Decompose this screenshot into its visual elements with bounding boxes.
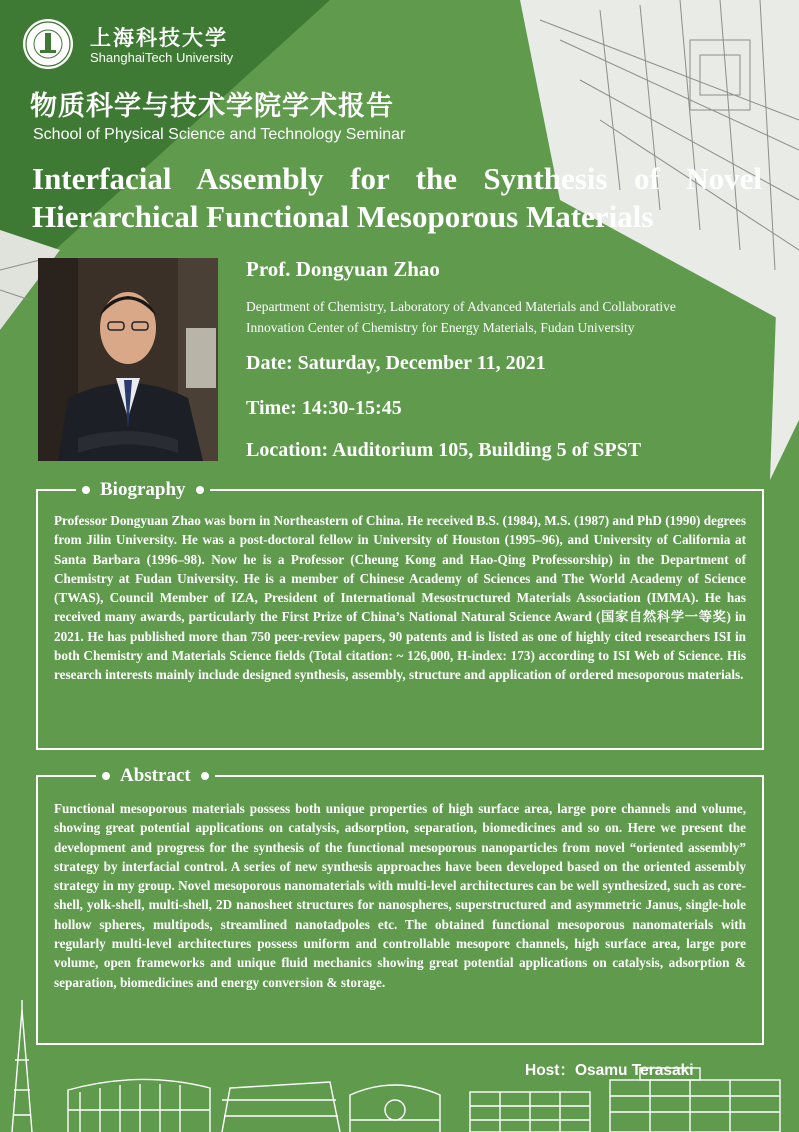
- talk-title-line-1: Interfacial Assembly for the Synthesis of Novel: [32, 161, 762, 196]
- biography-section: [36, 479, 764, 750]
- bullet-dot-icon: [102, 772, 110, 780]
- biography-text: Professor Dongyuan Zhao was born in Northeastern of China. He received B.S. (1984), M.S. (1987) and PhD (1990) degrees from Jilin University. He was a post-doctoral fellow in University of Houston (1995–96), and University of California at Santa Barbara (1996–98). Now he is a Professor (Cheung Kong and Hao-Qing Professorship) in the Department of Chemistry at Fudan University. He is a member of Chinese Academy of Sciences and The World Academy of Science (TWAS), Council Member of IZA, President of International Mesostructured Materials Association (IMMA). He has received many awards, particularly the First Prize of China’s National Natural Science Award (国家自然科学一等奖) in 2021. He has published more than 750 peer-review papers, 90 patents and is listed as one of highly cited researchers ISI in both Chemistry and Materials Science fields (Total citation: ~ 126,000, H-index: 173) according to ISI Web of Science. His research interests mainly include designed synthesis, assembly, structure and application of ordered mesoporous materials.: [54, 513, 746, 683]
- speaker-affiliation: [246, 296, 776, 338]
- abstract-text: Functional mesoporous materials possess both unique properties of high surface area, large pore channels and volume, showing great potential applications on catalysis, adsorption, separation, biomedicines and so on. Here we present the development and progress for the synthesis of the functional mesoporous nanoparticles from novel “oriented assembly” strategy by interfacial control. A series of new synthesis approaches have been developed based on the oriented assembly strategy in my group. Novel mesoporous nanomaterials with multi-level architectures can be well synthesized, such as core-shell, yolk-shell, multi-shell, 2D nanosheet structures for nanospheres, superstructured and asymmetric Janus, single-hole hollow spheres, multipods, streamlined nanotadpoles etc. The obtained functional mesoporous nanomaterials with regularly multi-level architectures possess uniform and controllable mesopore channels, high surface area, large pore volume, open frameworks and unique fluid mechanics showing great potential applications on catalysis, adsorption & separation, biomedicines and energy conversion & storage.: [54, 801, 746, 990]
- university-name-cn: 上海科技大学: [90, 26, 228, 50]
- abstract-heading-text: Abstract: [120, 765, 191, 786]
- event-location: Location: Auditorium 105, Building 5 of SPST: [246, 439, 642, 461]
- talk-title: [32, 160, 762, 236]
- seminar-title-cn: 物质科学与技术学院学术报告: [30, 91, 394, 122]
- biography-heading: [76, 479, 210, 501]
- campus-skyline-illustration: [0, 1000, 799, 1132]
- abstract-heading: [96, 765, 215, 787]
- host-name: Host：Osamu Terasaki: [525, 1062, 694, 1079]
- affiliation-line-2: Innovation Center of Chemistry for Energy Materials, Fudan University: [246, 320, 635, 335]
- biography-heading-text: Biography: [100, 479, 186, 500]
- university-name-en: ShanghaiTech University: [90, 50, 234, 65]
- university-seal-icon: [22, 18, 74, 70]
- event-time: Time: 14:30-15:45: [246, 397, 402, 419]
- talk-title-line-2: Hierarchical Functional Mesoporous Materials: [32, 199, 654, 234]
- speaker-name: Prof. Dongyuan Zhao: [246, 257, 440, 281]
- speaker-photo: [38, 258, 218, 461]
- bullet-dot-icon: [196, 486, 204, 494]
- bullet-dot-icon: [82, 486, 90, 494]
- event-date: Date: Saturday, December 11, 2021: [246, 352, 546, 374]
- bullet-dot-icon: [201, 772, 209, 780]
- seminar-title-en: School of Physical Science and Technology Seminar: [33, 126, 406, 143]
- affiliation-line-1: Department of Chemistry, Laboratory of Advanced Materials and Collaborative: [246, 299, 676, 314]
